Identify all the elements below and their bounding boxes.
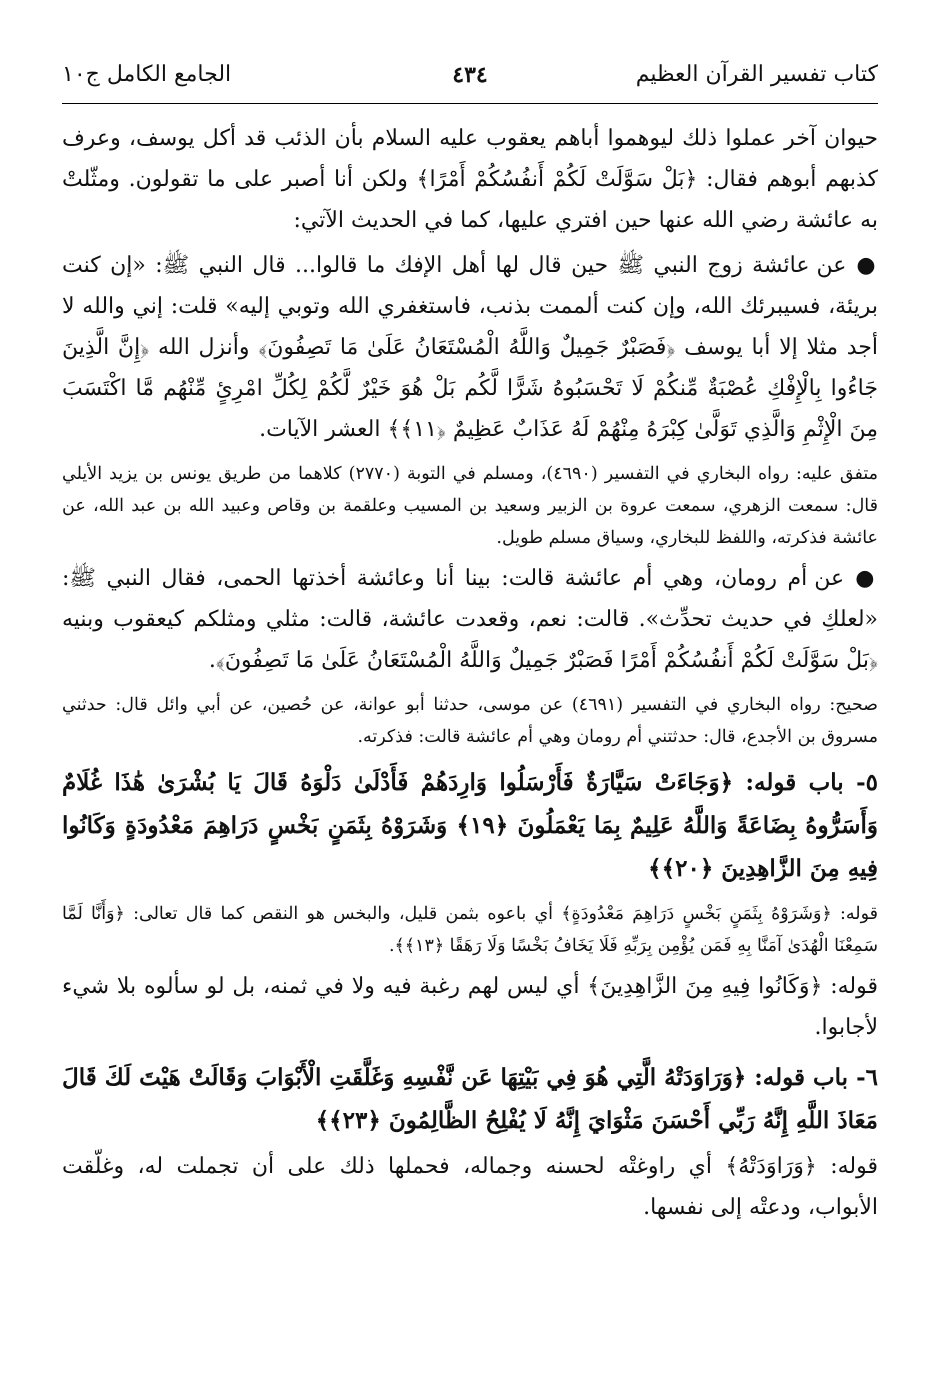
tafsir-bakhs: قوله: ﴿وَشَرَوْهُ بِثَمَنٍ بَخْسٍ دَرَاهِمَ مَعْدُودَةٍ﴾ أي باعوه بثمن قليل، والبخس هو النقص كما قال تعالى: ﴿وَأَنَّا لَمَّا سَمِعْنَا الْهُدَىٰ آمَنَّا بِهِ فَمَن يُؤْمِن بِرَبِّهِ فَلَا يَخَافُ بَخْسًا وَلَا رَهَقًا ﴿١٣﴾﴾.	[62, 904, 878, 956]
page-header	[62, 62, 878, 106]
chapter-heading-6: ٦- باب قوله: ﴿وَرَاوَدَتْهُ الَّتِي هُوَ فِي بَيْتِهَا عَن نَّفْسِهِ وَغَلَّقَتِ الْأَبْوَابَ وَقَالَتْ هَيْتَ لَكَ قَالَ مَعَاذَ اللَّهِ إِنَّهُ رَبِّي أَحْسَنَ مَثْوَايَ إِنَّهُ لَا يُفْلِحُ الظَّالِمُونَ ﴿٢٣﴾﴾	[62, 1064, 878, 1134]
bullet-icon: ●	[844, 565, 878, 591]
header-rule	[62, 103, 878, 104]
page-body	[62, 118, 878, 1228]
tafsir-zahidin: قوله: ﴿وَكَانُوا فِيهِ مِنَ الزَّاهِدِينَ﴾ أي ليس لهم رغبة فيه ولا في ثمنه، بل لو سألوه بلا شيء لأجابوا.	[62, 974, 878, 1040]
bullet-icon: ●	[846, 252, 878, 278]
tafsir-rawadathu: قوله: ﴿وَرَاوَدَتْهُ﴾ أي راوغتْه لحسنه وجماله، فحملها ذلك على أن تجملت له، وغلّقت الأبواب، ودعتْه إلى نفسها.	[62, 1154, 878, 1220]
takhrij-aisha: متفق عليه: رواه البخاري في التفسير (٤٦٩٠)، ومسلم في التوبة (٢٧٧٠) كلاهما من طريق يونس بن يزيد الأيلي قال: سمعت الزهري، سمعت عروة بن الزبير وسعيد بن المسيب وعلقمة بن وقاص وعبيد الله بن عبد الله، عن عائشة فذكرته، واللفظ للبخاري، وسياق مسلم طويل.	[62, 464, 878, 548]
takhrij-umm-ruman: صحيح: رواه البخاري في التفسير (٤٦٩١) عن موسى، حدثنا أبو عوانة، عن حُصين، عن أبي وائل قال: حدثني مسروق بن الأجدع، قال: حدثتني أم رومان وهي أم عائشة قالت: فذكرته.	[62, 695, 878, 747]
book-title: كتاب تفسير القرآن العظيم	[635, 62, 878, 87]
page-number: ٤٣٤	[452, 62, 488, 88]
hadith-aisha-text: عن عائشة زوج النبي ﷺ حين قال لها أهل الإفك ما قالوا... قال النبي ﷺ: «إن كنت بريئة، فسيبرئك الله، وإن كنت ألممت بذنب، فاستغفري الله وتوبي إليه» قلت: إني والله لا أجد مثلا إلا أبا يوسف ﴿فَصَبْرٌ جَمِيلٌ وَاللَّهُ الْمُسْتَعَانُ عَلَىٰ مَا تَصِفُونَ﴾ وأنزل الله ﴿إِنَّ الَّذِينَ جَاءُوا بِالْإِفْكِ عُصْبَةٌ مِّنكُمْ لَا تَحْسَبُوهُ شَرًّا لَّكُم بَلْ هُوَ خَيْرٌ لَّكُمْ لِكُلِّ امْرِئٍ مِّنْهُم مَّا اكْتَسَبَ مِنَ الْإِثْمِ وَالَّذِي تَوَلَّىٰ كِبْرَهُ مِنْهُمْ لَهُ عَذَابٌ عَظِيمٌ ﴿١١﴾﴾ العشر الآيات.	[62, 253, 878, 442]
chapter-heading-5: ٥- باب قوله: ﴿وَجَاءَتْ سَيَّارَةٌ فَأَرْسَلُوا وَارِدَهُمْ فَأَدْلَىٰ دَلْوَهُ قَالَ يَا بُشْرَىٰ هَٰذَا غُلَامٌ وَأَسَرُّوهُ بِضَاعَةً وَاللَّهُ عَلِيمٌ بِمَا يَعْمَلُونَ ﴿١٩﴾ وَشَرَوْهُ بِثَمَنٍ بَخْسٍ دَرَاهِمَ مَعْدُودَةٍ وَكَانُوا فِيهِ مِنَ الزَّاهِدِينَ ﴿٢٠﴾﴾	[62, 769, 879, 882]
paragraph-intro: حيوان آخر عملوا ذلك ليوهموا أباهم يعقوب عليه السلام بأن الذئب قد أكل يوسف، وعرف كذبهم أبوهم فقال: ﴿بَلْ سَوَّلَتْ لَكُمْ أَنفُسُكُمْ أَمْرًا﴾ ولكن أنا أصبر على ما تقولون. ومثّلتْ به عائشة رضي الله عنها حين افتري عليها، كما في الحديث الآتي:	[62, 126, 878, 233]
hadith-aisha	[62, 245, 878, 450]
volume-label: الجامع الكامل ج١٠	[62, 62, 232, 87]
hadith-umm-ruman-text: عن أم رومان، وهي أم عائشة قالت: بينا أنا وعائشة أخذتها الحمى، فقال النبي ﷺ: «لعلكِ في حديث تحدِّث». قالت: نعم، وقعدت عائشة، قالت: مثلي ومثلكم كيعقوب وبنيه ﴿بَلْ سَوَّلَتْ لَكُمْ أَنفُسُكُمْ أَمْرًا فَصَبْرٌ جَمِيلٌ وَاللَّهُ الْمُسْتَعَانُ عَلَىٰ مَا تَصِفُونَ﴾.	[62, 566, 878, 673]
hadith-umm-ruman	[62, 558, 878, 681]
